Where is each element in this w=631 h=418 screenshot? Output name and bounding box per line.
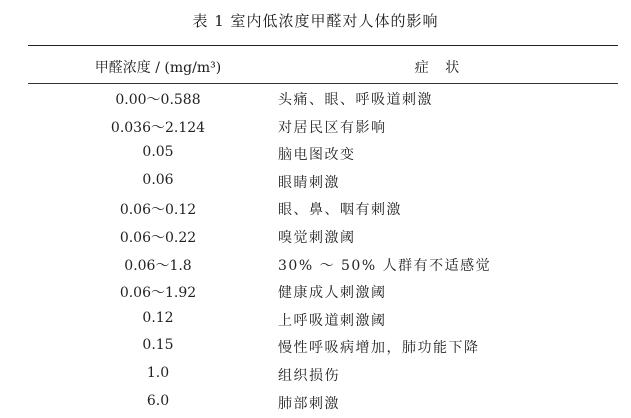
table-row [0,114,631,142]
symptom-cell: 头痛、眼、呼吸道刺激 [278,92,433,108]
table-row [0,334,631,362]
symptom-cell: 30% ～ 50% 人群有不适感觉 [278,257,492,274]
table-row [0,252,631,280]
concentration-cell: 6.0 [146,392,170,409]
table-body [0,86,631,417]
symptom-cell: 肺部刺激 [278,395,340,412]
table-row [0,224,631,252]
symptom-cell: 眼睛刺激 [278,174,340,191]
concentration-cell: 0.12 [142,309,174,326]
symptom-cell: 健康成人刺激阈 [278,285,387,302]
symptom-cell: 对居民区有影响 [278,119,387,136]
table-row [0,279,631,307]
table-row [0,169,631,197]
concentration-cell: 0.15 [142,337,174,354]
symptom-cell: 脑电图改变 [278,147,356,164]
symptom-cell: 组织损伤 [278,367,340,384]
symptom-cell: 上呼吸道刺激阈 [278,312,387,329]
concentration-cell: 0.06～1.92 [119,285,197,302]
table-row [0,362,631,390]
concentration-cell: 0.00～0.588 [115,92,201,108]
concentration-cell: 1.0 [146,364,170,381]
table-row [0,390,631,418]
table-row [0,196,631,224]
column-header-symptom: 症 状 [414,60,466,76]
table-row [0,307,631,335]
column-header-concentration: 甲醛浓度 / (mg/m³) [94,60,222,76]
table-row [0,86,631,114]
concentration-cell: 0.06～0.22 [119,229,197,246]
symptom-cell: 眼、鼻、咽有刺激 [278,202,402,219]
concentration-cell: 0.036～2.124 [110,119,206,136]
table-top-rule [28,45,618,46]
symptom-cell: 慢性呼吸病增加，肺功能下降 [278,340,480,357]
concentration-cell: 0.06～0.12 [119,202,197,219]
concentration-cell: 0.06～1.8 [124,257,192,274]
table-row [0,141,631,169]
concentration-cell: 0.05 [142,144,174,161]
table-caption: 表 1 室内低浓度甲醛对人体的影响 [192,12,439,30]
symptom-cell: 嗅觉刺激阈 [278,229,356,246]
concentration-cell: 0.06 [142,171,174,188]
table-header-rule [28,83,618,84]
